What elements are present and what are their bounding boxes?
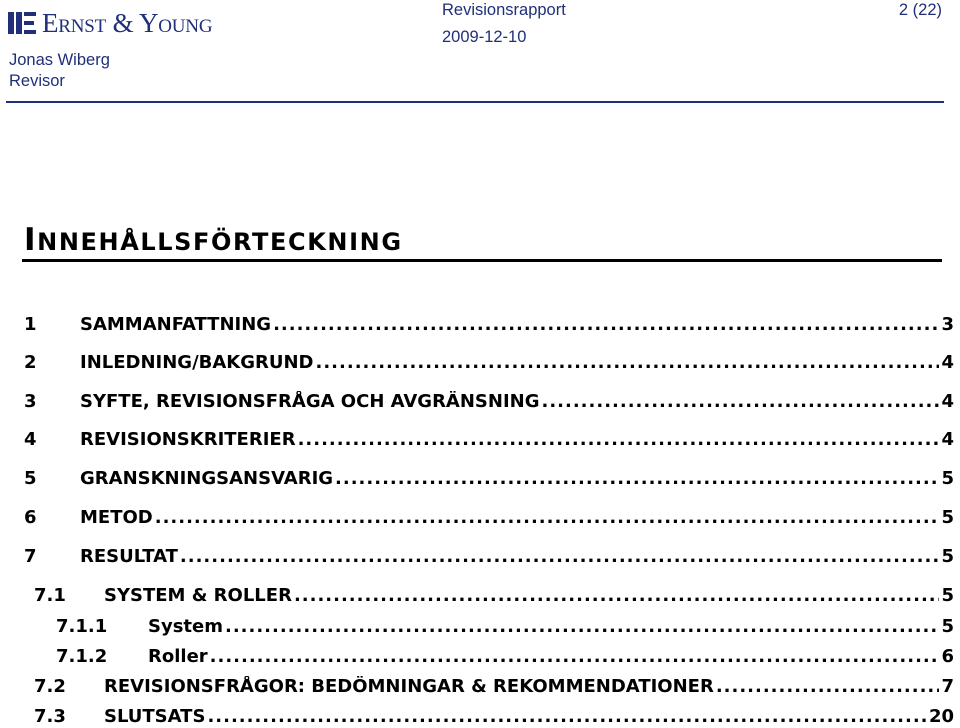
toc-leader-dots — [210, 646, 940, 668]
toc-entry-number: 2 — [24, 352, 37, 373]
toc-leader-dots — [335, 468, 939, 490]
toc-entry-page: 7 — [941, 676, 954, 697]
toc-entry-label: SYFTE, REVISIONSFRÅGA OCH AVGRÄNSNING — [80, 391, 540, 412]
document-title: Revisionsrapport — [442, 1, 566, 19]
author-name: Jonas Wiberg — [9, 51, 110, 69]
header-divider — [6, 101, 944, 103]
toc-entry[interactable] — [24, 507, 954, 529]
heading-divider — [22, 259, 942, 262]
toc-heading-rest: NNEHÅLLSFÖRTECKNING — [37, 228, 403, 256]
toc-entry-label: INLEDNING/BAKGRUND — [80, 352, 314, 373]
toc-entry-page: 5 — [941, 507, 954, 528]
toc-entry-number: 7.1.1 — [56, 616, 108, 637]
toc-entry-label: REVISIONSKRITERIER — [80, 429, 296, 450]
toc-entry-number: 7.3 — [34, 706, 66, 727]
toc-entry-label: RESULTAT — [80, 546, 178, 567]
logo-text: Ernst & Young — [42, 8, 213, 38]
toc-entry-number: 6 — [24, 507, 37, 528]
ernst-young-logo — [8, 6, 240, 40]
toc-entry[interactable] — [24, 391, 954, 413]
toc-entry-page: 5 — [941, 546, 954, 567]
toc-leader-dots — [541, 391, 939, 413]
toc-entry-label: REVISIONSFRÅGOR: BEDÖMNINGAR & REKOMMENDATIONER — [104, 676, 714, 697]
page-number: 2 (22) — [898, 1, 942, 19]
toc-entry-page: 5 — [941, 468, 954, 489]
toc-entry-label: SAMMANFATTNING — [80, 314, 272, 335]
toc-entry-label: SYSTEM & ROLLER — [104, 585, 292, 606]
toc-entry-number: 7.1.2 — [56, 646, 108, 667]
toc-entry-number: 7 — [24, 546, 37, 567]
toc-leader-dots — [716, 676, 940, 698]
ernst-young-logo-icon — [8, 10, 38, 36]
toc-leader-dots — [180, 546, 940, 568]
toc-leader-dots — [225, 616, 939, 638]
toc-leader-dots — [298, 429, 940, 451]
toc-leader-dots — [294, 585, 940, 607]
toc-entry-page: 5 — [941, 616, 954, 637]
toc-entry[interactable] — [24, 429, 954, 451]
toc-entry-page: 4 — [941, 352, 954, 373]
toc-entry-label: System — [148, 616, 223, 637]
toc-heading-initial: I — [24, 222, 38, 258]
toc-entry-label: Roller — [148, 646, 208, 667]
toc-entry[interactable] — [24, 314, 954, 336]
toc-entry[interactable] — [24, 468, 954, 490]
toc-entry-label: SLUTSATS — [104, 706, 206, 727]
toc-leader-dots — [316, 352, 940, 374]
toc-entry-page: 20 — [928, 706, 954, 727]
toc-entry-number: 3 — [24, 391, 37, 412]
toc-entry-number: 7.2 — [34, 676, 66, 697]
toc-entry-number: 5 — [24, 468, 37, 489]
toc-leader-dots — [273, 314, 939, 336]
toc-entry[interactable] — [24, 352, 954, 374]
toc-entry-page: 4 — [941, 391, 954, 412]
toc-heading — [24, 218, 403, 264]
toc-entry-page: 4 — [941, 429, 954, 450]
toc-entry[interactable] — [24, 546, 954, 568]
toc-subentry[interactable] — [34, 676, 954, 698]
toc-leader-dots — [207, 706, 927, 728]
toc-subentry[interactable] — [34, 585, 954, 607]
toc-entry-number: 1 — [24, 314, 37, 335]
toc-entry-page: 3 — [941, 314, 954, 335]
toc-entry-page: 5 — [941, 585, 954, 606]
document-date: 2009-12-10 — [442, 28, 527, 46]
toc-subentry[interactable] — [56, 616, 954, 638]
toc-leader-dots — [155, 507, 940, 529]
toc-entry-number: 7.1 — [34, 585, 66, 606]
author-role: Revisor — [9, 72, 65, 90]
toc-entry-label: GRANSKNINGSANSVARIG — [80, 468, 334, 489]
toc-subentry[interactable] — [56, 646, 954, 668]
toc-subentry[interactable] — [34, 706, 954, 728]
toc-entry-label: METOD — [80, 507, 153, 528]
toc-entry-number: 4 — [24, 429, 37, 450]
toc-entry-page: 6 — [941, 646, 954, 667]
